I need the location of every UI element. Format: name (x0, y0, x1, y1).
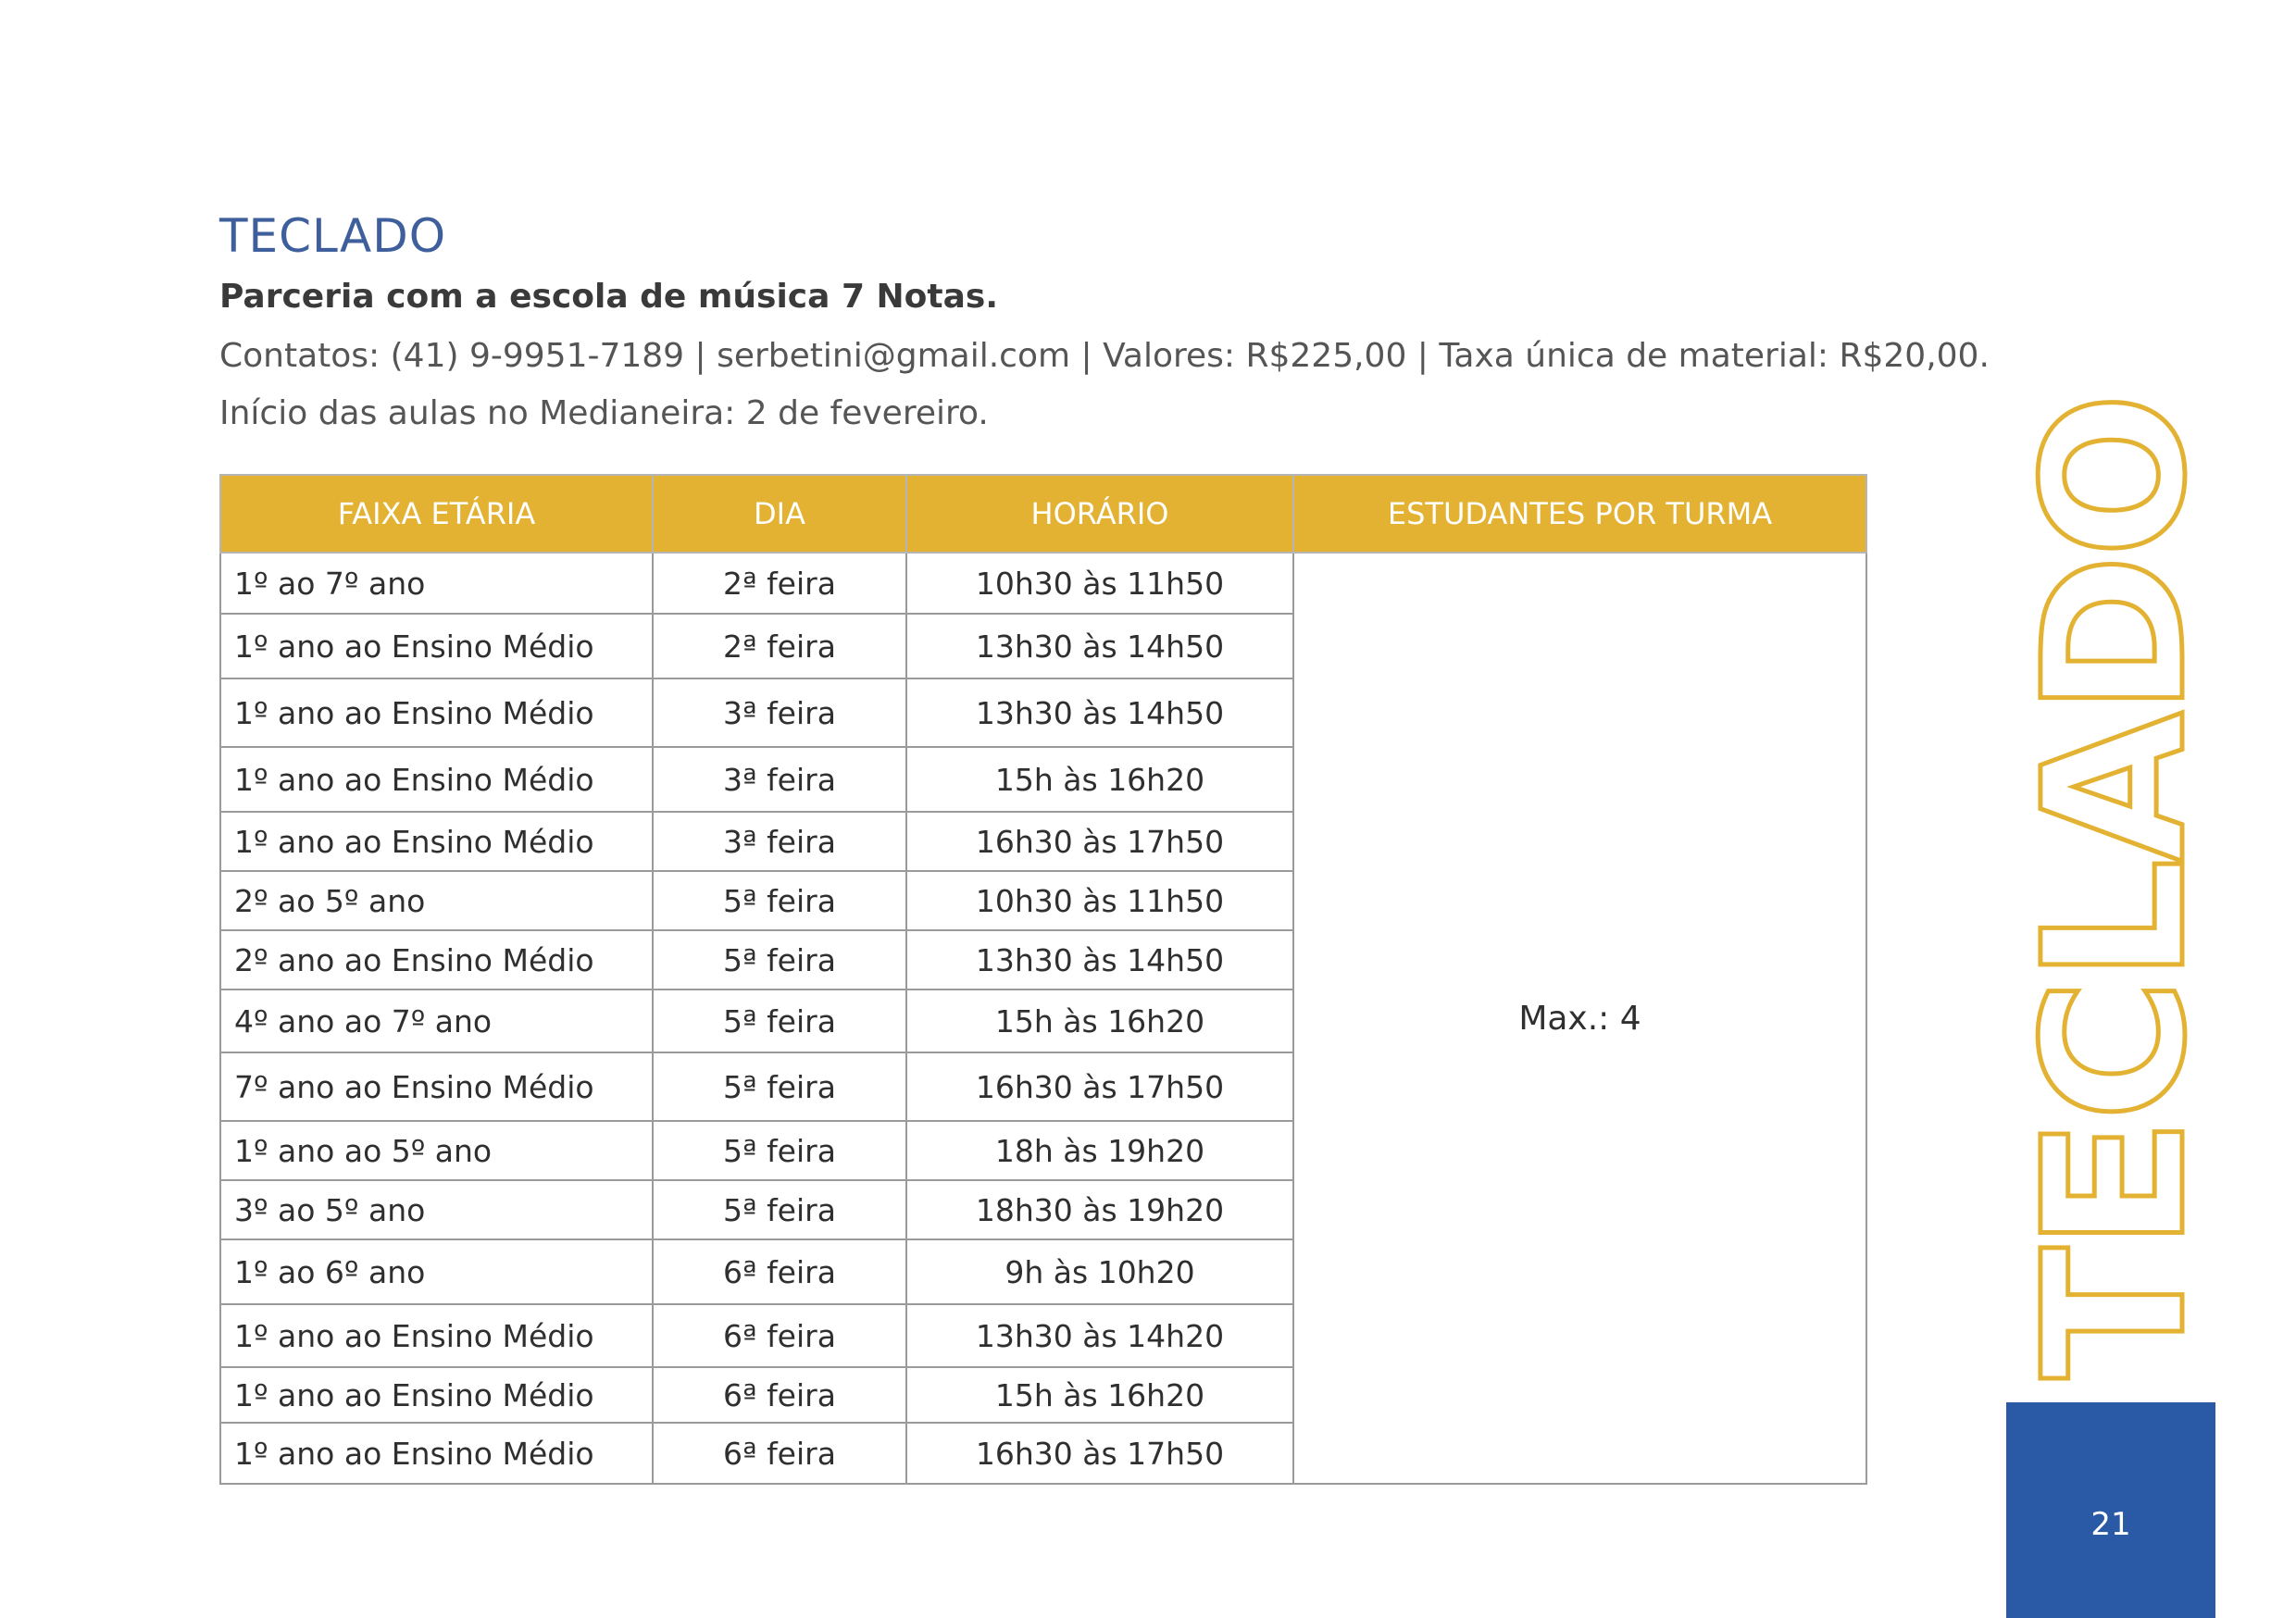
cell-faixa-etaria: 2º ao 5º ano (220, 871, 653, 930)
cell-dia: 5ª feira (653, 1121, 906, 1180)
contact-info: Contatos: (41) 9-9951-7189 | serbetini@gmail.com | Valores: R$225,00 | Taxa única de material: R$20,00. (219, 337, 1990, 375)
cell-dia: 3ª feira (653, 747, 906, 812)
schedule-table (219, 474, 1867, 1485)
cell-dia: 6ª feira (653, 1423, 906, 1484)
cell-horario: 15h às 16h20 (906, 1367, 1293, 1423)
cell-dia: 6ª feira (653, 1304, 906, 1367)
cell-faixa-etaria: 1º ano ao Ensino Médio (220, 1367, 653, 1423)
cell-horario: 10h30 às 11h50 (906, 553, 1293, 614)
cell-dia: 5ª feira (653, 989, 906, 1052)
cell-faixa-etaria: 1º ano ao Ensino Médio (220, 678, 653, 747)
cell-dia: 5ª feira (653, 871, 906, 930)
cell-faixa-etaria: 4º ano ao 7º ano (220, 989, 653, 1052)
cell-dia: 6ª feira (653, 1239, 906, 1304)
cell-faixa-etaria: 7º ano ao Ensino Médio (220, 1052, 653, 1121)
cell-horario: 9h às 10h20 (906, 1239, 1293, 1304)
cell-max-students: Max.: 4 (1293, 553, 1866, 1484)
cell-faixa-etaria: 1º ano ao Ensino Médio (220, 812, 653, 871)
cell-horario: 13h30 às 14h50 (906, 930, 1293, 989)
side-vertical-label: TECLADO (2002, 396, 2228, 1379)
table-row (220, 553, 1866, 614)
cell-horario: 15h às 16h20 (906, 747, 1293, 812)
cell-horario: 18h30 às 19h20 (906, 1180, 1293, 1239)
cell-faixa-etaria: 1º ano ao Ensino Médio (220, 1423, 653, 1484)
cell-dia: 3ª feira (653, 812, 906, 871)
cell-faixa-etaria: 1º ano ao Ensino Médio (220, 1304, 653, 1367)
cell-horario: 13h30 às 14h20 (906, 1304, 1293, 1367)
cell-faixa-etaria: 1º ao 7º ano (220, 553, 653, 614)
cell-faixa-etaria: 1º ano ao Ensino Médio (220, 747, 653, 812)
cell-horario: 10h30 às 11h50 (906, 871, 1293, 930)
header-faixa-etaria: FAIXA ETÁRIA (220, 475, 653, 553)
cell-horario: 15h às 16h20 (906, 989, 1293, 1052)
cell-dia: 5ª feira (653, 930, 906, 989)
table-header-row (220, 475, 1866, 553)
cell-dia: 3ª feira (653, 678, 906, 747)
cell-horario: 16h30 às 17h50 (906, 812, 1293, 871)
cell-faixa-etaria: 1º ano ao 5º ano (220, 1121, 653, 1180)
partnership-subtitle: Parceria com a escola de música 7 Notas. (219, 278, 999, 316)
cell-dia: 2ª feira (653, 553, 906, 614)
cell-horario: 13h30 às 14h50 (906, 678, 1293, 747)
page-title: TECLADO (219, 209, 447, 263)
classes-start-info: Início das aulas no Medianeira: 2 de fevereiro. (219, 394, 989, 432)
page-number-box (2006, 1402, 2215, 1618)
cell-dia: 5ª feira (653, 1052, 906, 1121)
cell-faixa-etaria: 3º ao 5º ano (220, 1180, 653, 1239)
header-estudantes-por-turma: ESTUDANTES POR TURMA (1293, 475, 1866, 553)
header-dia: DIA (653, 475, 906, 553)
cell-dia: 2ª feira (653, 614, 906, 678)
cell-dia: 5ª feira (653, 1180, 906, 1239)
cell-horario: 13h30 às 14h50 (906, 614, 1293, 678)
cell-faixa-etaria: 1º ao 6º ano (220, 1239, 653, 1304)
cell-horario: 16h30 às 17h50 (906, 1423, 1293, 1484)
page-number: 21 (2090, 1506, 2131, 1543)
cell-faixa-etaria: 2º ano ao Ensino Médio (220, 930, 653, 989)
cell-dia: 6ª feira (653, 1367, 906, 1423)
cell-horario: 18h às 19h20 (906, 1121, 1293, 1180)
cell-horario: 16h30 às 17h50 (906, 1052, 1293, 1121)
table-body (220, 553, 1866, 1484)
header-horario: HORÁRIO (906, 475, 1293, 553)
cell-faixa-etaria: 1º ano ao Ensino Médio (220, 614, 653, 678)
